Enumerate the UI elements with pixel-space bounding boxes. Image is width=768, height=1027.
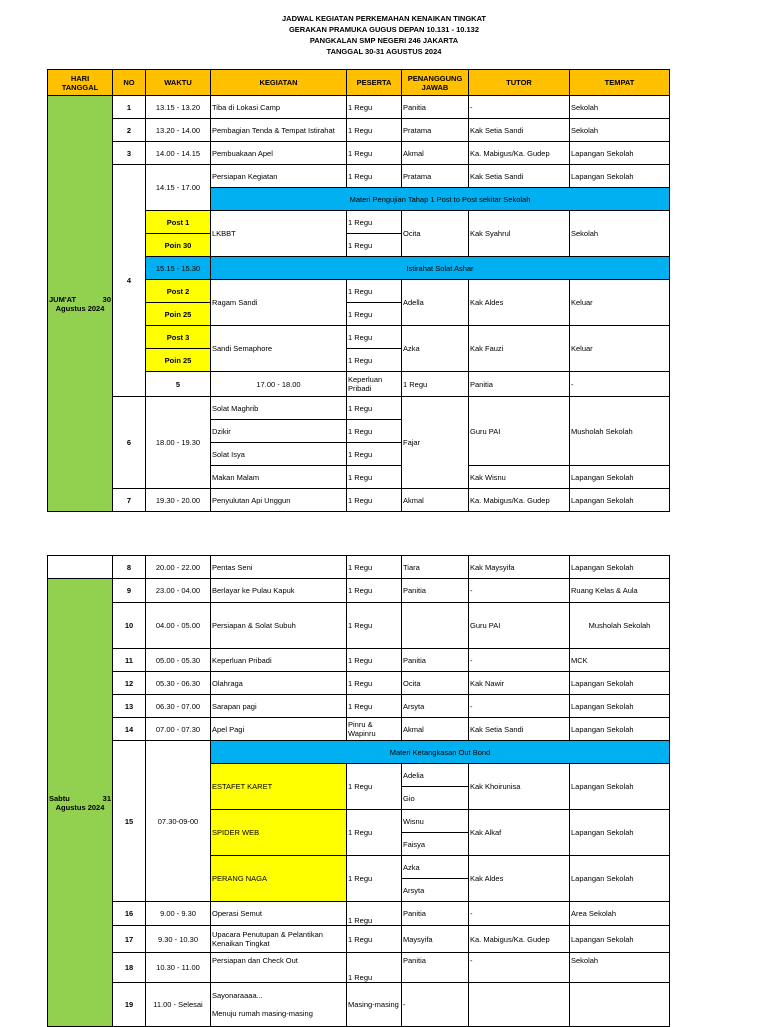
- table-cell: Pembuakaan Apel: [211, 142, 347, 165]
- table-cell: Kak Khoirunisa: [469, 764, 570, 810]
- table-cell: 1: [113, 96, 146, 119]
- table-cell: Sekolah: [570, 96, 670, 119]
- title-line-2: GERAKAN PRAMUKA GUGUS DEPAN 10.131 - 10.132: [288, 25, 480, 34]
- header-waktu: WAKTU: [146, 70, 211, 96]
- table-cell: 7: [113, 489, 146, 512]
- section-banner-row: [48, 741, 670, 764]
- table-cell: Penyulutan Api Unggun: [211, 489, 347, 512]
- title-line-4: TANGGAL 30-31 AGUSTUS 2024: [326, 47, 442, 56]
- table-cell: Musholah Sekolah: [570, 397, 670, 466]
- table-cell: Panitia: [402, 96, 469, 119]
- table-cell: Lapangan Sekolah: [570, 926, 670, 953]
- materi-ketangkasan-banner: Materi Ketangkasan Out Bond: [211, 741, 670, 764]
- table-cell: Keluar: [570, 280, 670, 326]
- table-row: [48, 672, 670, 695]
- table-row: [48, 603, 670, 649]
- table-cell: 1 Regu: [347, 349, 402, 372]
- table-cell: 1 Regu: [347, 953, 402, 983]
- table-cell: [402, 603, 469, 649]
- table-cell: Ruang Kelas & Aula: [570, 579, 670, 603]
- table-cell: Akmal: [402, 489, 469, 512]
- table-cell: Kak Setia Sandi: [469, 119, 570, 142]
- header-kegiatan: KEGIATAN: [211, 70, 347, 96]
- table-cell: Kak Nawir: [469, 672, 570, 695]
- table-cell: 9: [113, 579, 146, 603]
- table-cell: Solat Maghrib: [211, 397, 347, 420]
- table-cell: Lapangan Sekolah: [570, 489, 670, 512]
- table-row: [48, 556, 670, 579]
- table-cell: Ka. Mabigus/Ka. Gudep: [469, 489, 570, 512]
- table-row: [48, 649, 670, 672]
- post-1-poin: Poin 30: [146, 234, 211, 257]
- table-cell: 1 Regu: [347, 326, 402, 349]
- table-header: [48, 70, 670, 96]
- table-cell: Dzikir: [211, 420, 347, 443]
- header-penanggung-jawab: PENANGGUNG JAWAB: [402, 70, 469, 96]
- table-cell: Guru PAI: [469, 397, 570, 466]
- table-cell: [570, 983, 670, 1027]
- table-cell: Lapangan Sekolah: [570, 856, 670, 902]
- table-cell: 1 Regu: [347, 397, 402, 420]
- table-cell: Kak Aldes: [469, 856, 570, 902]
- post-3-label: Post 3: [146, 326, 211, 349]
- table-cell: Pratama: [402, 165, 469, 188]
- table-cell: 1 Regu: [347, 443, 402, 466]
- table-cell: 07.30-09-00: [146, 741, 211, 902]
- table-cell: Kak Wisnu: [469, 466, 570, 489]
- table-cell: 19: [113, 983, 146, 1027]
- table-cell: Kak Setia Sandi: [469, 165, 570, 188]
- table-cell: 1 Regu: [347, 902, 402, 926]
- table-cell: 12: [113, 672, 146, 695]
- table-cell: Pinru & Wapinru: [347, 718, 402, 741]
- table-cell: 1 Regu: [347, 489, 402, 512]
- table-cell: Gio: [402, 787, 469, 810]
- table-cell: Lapangan Sekolah: [570, 672, 670, 695]
- table-cell: Ragam Sandi: [211, 280, 347, 326]
- day-cell-empty: [48, 556, 113, 579]
- table-cell: -: [469, 649, 570, 672]
- table-cell: 07.00 - 07.30: [146, 718, 211, 741]
- table-cell: 15: [113, 741, 146, 902]
- table-cell: Masing-masing: [347, 983, 402, 1027]
- table-cell: 1 Regu: [347, 303, 402, 326]
- table-cell: Kak Alkaf: [469, 810, 570, 856]
- table-row: [48, 489, 670, 512]
- table-row: [48, 579, 670, 603]
- table-cell: Panitia: [402, 953, 469, 983]
- table-cell: Faisya: [402, 833, 469, 856]
- table-cell: Tiara: [402, 556, 469, 579]
- table-cell: Panitia: [402, 902, 469, 926]
- table-cell: 14.00 - 14.15: [146, 142, 211, 165]
- title-line-3: PANGKALAN SMP NEGERI 246 JAKARTA: [309, 36, 459, 45]
- table-cell: PERANG NAGA: [211, 856, 347, 902]
- title-line-1: JADWAL KEGIATAN PERKEMAHAN KENAIKAN TINGKAT: [281, 14, 487, 23]
- table-cell: Ocita: [402, 211, 469, 257]
- table-cell: Kak Fauzi: [469, 326, 570, 372]
- table-cell: Lapangan Sekolah: [570, 695, 670, 718]
- post-3-poin: Poin 25: [146, 349, 211, 372]
- table-cell: Keperluan Pribadi: [211, 649, 347, 672]
- table-cell: 1 Regu: [347, 466, 402, 489]
- table-row: [48, 96, 670, 119]
- table-cell: 5: [146, 372, 211, 397]
- table-cell: ESTAFET KARET: [211, 764, 347, 810]
- table-cell: Guru PAI: [469, 603, 570, 649]
- table-cell: Lapangan Sekolah: [570, 142, 670, 165]
- table-cell: 4: [113, 165, 146, 397]
- table-cell: Sekolah: [570, 211, 670, 257]
- table-cell: Lapangan Sekolah: [570, 466, 670, 489]
- table-cell: Fajar: [402, 397, 469, 489]
- table-cell: Kak Setia Sandi: [469, 718, 570, 741]
- table-cell: 1 Regu: [347, 556, 402, 579]
- header-hari-tanggal: HARI TANGGAL: [48, 70, 113, 96]
- table-cell: Kak Aldes: [469, 280, 570, 326]
- table-cell: Panitia: [469, 372, 570, 397]
- table-cell: 1 Regu: [347, 810, 402, 856]
- table-row: [48, 983, 670, 1027]
- table-cell: 10: [113, 603, 146, 649]
- table-cell: 1 Regu: [347, 603, 402, 649]
- table-cell: 14: [113, 718, 146, 741]
- table-cell: Adella: [402, 280, 469, 326]
- table-cell: Sekolah: [570, 953, 670, 983]
- table-cell: 20.00 - 22.00: [146, 556, 211, 579]
- table-cell: Solat Isya: [211, 443, 347, 466]
- table-cell: 1 Regu: [347, 96, 402, 119]
- table-cell: Kak Syahrul: [469, 211, 570, 257]
- table-cell: -: [469, 96, 570, 119]
- table-cell: 14.15 - 17.00: [146, 165, 211, 211]
- table-cell: -: [469, 953, 570, 983]
- table-cell: 3: [113, 142, 146, 165]
- table-cell: Lapangan Sekolah: [570, 810, 670, 856]
- post-2-label: Post 2: [146, 280, 211, 303]
- table-cell: Kak Maysyifa: [469, 556, 570, 579]
- table-cell: 13.20 - 14.00: [146, 119, 211, 142]
- table-cell: 23.00 - 04.00: [146, 579, 211, 603]
- table-cell: 1 Regu: [402, 372, 469, 397]
- table-cell: 1 Regu: [347, 420, 402, 443]
- table-row: [48, 695, 670, 718]
- table-cell: Maysyifa: [402, 926, 469, 953]
- table-cell: 16: [113, 902, 146, 926]
- table-cell: Persiapan Kegiatan: [211, 165, 347, 188]
- table-cell: Akmal: [402, 718, 469, 741]
- table-cell: Akmal: [402, 142, 469, 165]
- table-cell: 05.00 - 05.30: [146, 649, 211, 672]
- table-cell: 05.30 - 06.30: [146, 672, 211, 695]
- table-row: [48, 165, 670, 188]
- table-cell: 15.15 - 15.30: [146, 257, 211, 280]
- table-cell: 04.00 - 05.00: [146, 603, 211, 649]
- table-cell: 1 Regu: [347, 211, 402, 234]
- table-row: [48, 397, 670, 420]
- table-cell: Pembagian Tenda & Tempat Istirahat: [211, 119, 347, 142]
- table-cell: Area Sekolah: [570, 902, 670, 926]
- table-cell: 11: [113, 649, 146, 672]
- table-cell: Lapangan Sekolah: [570, 764, 670, 810]
- table-cell: Ocita: [402, 672, 469, 695]
- table-row: [48, 953, 670, 983]
- table-row: [48, 902, 670, 926]
- table-cell: 9.00 - 9.30: [146, 902, 211, 926]
- table-cell: 1 Regu: [347, 280, 402, 303]
- table-cell: Panitia: [402, 579, 469, 603]
- table-cell: Sarapan pagi: [211, 695, 347, 718]
- header-no: NO: [113, 70, 146, 96]
- table-cell: 18: [113, 953, 146, 983]
- table-cell: Lapangan Sekolah: [570, 165, 670, 188]
- table-cell: Apel Pagi: [211, 718, 347, 741]
- schedule-table-day2: [47, 555, 670, 1027]
- table-cell: [469, 983, 570, 1027]
- table-cell: Berlayar ke Pulau Kapuk: [211, 579, 347, 603]
- table-cell: 10.30 - 11.00: [146, 953, 211, 983]
- table-cell: SPIDER WEB: [211, 810, 347, 856]
- table-cell: 1 Regu: [347, 695, 402, 718]
- table-cell: Arsyta: [402, 879, 469, 902]
- header-peserta: PESERTA: [347, 70, 402, 96]
- table-cell: Keluar: [570, 326, 670, 372]
- table-cell: 17: [113, 926, 146, 953]
- table-cell: 8: [113, 556, 146, 579]
- table-cell: 06.30 - 07.00: [146, 695, 211, 718]
- table-cell: 1 Regu: [347, 119, 402, 142]
- table-cell: 17.00 - 18.00: [211, 372, 347, 397]
- table-cell: Lapangan Sekolah: [570, 718, 670, 741]
- table-cell: Makan Malam: [211, 466, 347, 489]
- table-cell: 9.30 - 10.30: [146, 926, 211, 953]
- table-cell: Olahraga: [211, 672, 347, 695]
- table-cell: Upacara Penutupan & Pelantikan Kenaikan Tingkat: [211, 926, 347, 953]
- day-cell-saturday: Sabtu 31 Agustus 2024: [48, 579, 113, 1027]
- table-cell: 2: [113, 119, 146, 142]
- table-cell: Operasi Semut: [211, 902, 347, 926]
- table-cell: Ka. Mabigus/Ka. Gudep: [469, 142, 570, 165]
- table-row: [48, 119, 670, 142]
- table-cell: LKBBT: [211, 211, 347, 257]
- table-cell: 1 Regu: [347, 234, 402, 257]
- table-cell: -: [469, 695, 570, 718]
- table-row: [48, 142, 670, 165]
- schedule-table-day1: [47, 69, 670, 512]
- table-cell: 1 Regu: [347, 165, 402, 188]
- table-cell: 6: [113, 397, 146, 489]
- table-cell: 1 Regu: [347, 856, 402, 902]
- table-cell: Ka. Mabigus/Ka. Gudep: [469, 926, 570, 953]
- table-row: [48, 718, 670, 741]
- header-tempat: TEMPAT: [570, 70, 670, 96]
- table-cell: 13: [113, 695, 146, 718]
- table-cell: Arsyta: [402, 695, 469, 718]
- table-cell: MCK: [570, 649, 670, 672]
- table-cell: Pratama: [402, 119, 469, 142]
- table-cell: 11.00 - Selesai: [146, 983, 211, 1027]
- materi-pengujian-banner: Materi Pengujian Tahap 1 Post to Post sekitar Sekolah: [211, 188, 670, 211]
- table-cell: Keperluan Pribadi: [347, 372, 402, 397]
- table-cell: Pentas Seni: [211, 556, 347, 579]
- header-tutor: TUTOR: [469, 70, 570, 96]
- table-cell: 1 Regu: [347, 142, 402, 165]
- table-cell: 1 Regu: [347, 926, 402, 953]
- table-cell: 19.30 - 20.00: [146, 489, 211, 512]
- table-cell: Musholah Sekolah: [570, 603, 670, 649]
- table-cell: Tiba di Lokasi Camp: [211, 96, 347, 119]
- table-cell: -: [469, 902, 570, 926]
- table-cell: Azka: [402, 856, 469, 879]
- table-cell: Lapangan Sekolah: [570, 556, 670, 579]
- table-cell: -: [570, 372, 670, 397]
- table-cell: 1 Regu: [347, 649, 402, 672]
- table-cell: 18.00 - 19.30: [146, 397, 211, 489]
- table-cell: Wisnu: [402, 810, 469, 833]
- table-cell: Persiapan dan Check Out: [211, 953, 347, 983]
- table-cell: -: [402, 983, 469, 1027]
- table-cell: 1 Regu: [347, 672, 402, 695]
- table-cell: 1 Regu: [347, 579, 402, 603]
- table-cell: Adelia: [402, 764, 469, 787]
- istirahat-banner: Istirahat Solat Ashar: [211, 257, 670, 280]
- table-cell: 1 Regu: [347, 764, 402, 810]
- table-cell: Sandi Semaphore: [211, 326, 347, 372]
- table-row: [48, 926, 670, 953]
- post-2-poin: Poin 25: [146, 303, 211, 326]
- table-cell: Persiapan & Solat Subuh: [211, 603, 347, 649]
- day-cell-friday: JUM'AT 30 Agustus 2024: [48, 96, 113, 512]
- table-cell: Sekolah: [570, 119, 670, 142]
- table-cell: Sayonaraaaa... Menuju rumah masing-masing: [211, 983, 347, 1027]
- post-1-label: Post 1: [146, 211, 211, 234]
- table-cell: 13.15 - 13.20: [146, 96, 211, 119]
- table-cell: Panitia: [402, 649, 469, 672]
- table-cell: -: [469, 579, 570, 603]
- table-cell: Azka: [402, 326, 469, 372]
